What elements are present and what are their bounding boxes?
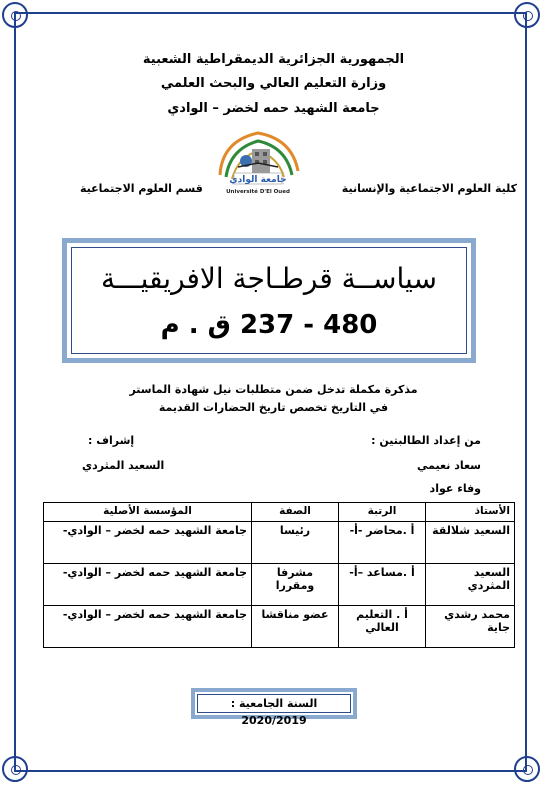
academic-year-box [191,688,357,727]
header-ministry: وزارة التعليم العالي والبحث العلمي [160,76,387,91]
logo-arabic-text: جامعة الوادي [229,175,287,185]
column-header-professor: الأستاذ [426,503,515,522]
supervisor-name: السعيد المثردي [82,459,165,472]
logo-latin-text: Université D'El Oued [226,189,290,195]
table-row [44,606,515,648]
thesis-title: سياســة قرطـاجة الافريقيـــة [101,262,437,295]
header-republic: الجمهورية الجزائرية الديمقراطية الشعبية [142,52,405,67]
table-row [44,522,515,564]
jury-professor: محمد رشدي جاية [426,606,515,648]
corner-ornament-top-left [2,2,28,28]
department-label: قسم العلوم الاجتماعية [80,182,203,195]
memo-specialty: في التاريخ تخصص تاريخ الحضارات القديمة [158,401,389,414]
corner-ornament-bottom-left [2,756,28,782]
title-box-inner [71,247,467,354]
jury-rank: أ .محاضر -أ- [339,522,426,564]
column-header-role: الصفة [252,503,339,522]
prepared-by-label: من إعداد الطالبتين : [371,434,481,447]
university-logo [212,127,304,199]
thesis-date-range: 480 - 237 ق . م [160,310,378,340]
jury-table [43,502,515,648]
title-box [62,238,476,363]
student-name: وفاء عواد [429,482,481,495]
memo-description: مذكرة مكملة تدخل ضمن متطلبات نيل شهادة الماستر [129,383,418,396]
supervision-label: إشراف : [88,434,135,447]
academic-year: السنة الجامعية : 2020/2019 [197,694,351,713]
student-name: سعاد نعيمي [417,459,481,472]
header-university: جامعة الشهيد حمه لخضر – الوادي [167,101,380,116]
jury-rank: أ .مساعد –أ- [339,564,426,606]
corner-ornament-bottom-right [514,756,540,782]
column-header-institution: المؤسسة الأصلية [44,503,252,522]
jury-role: رئيسا [252,522,339,564]
jury-professor: السعيد شلالقة [426,522,515,564]
column-header-rank: الرتبة [339,503,426,522]
jury-role: مشرفا ومقررا [252,564,339,606]
jury-table-header [44,503,515,522]
faculty-label: كلية العلوم الاجتماعية والإنسانية [341,182,517,195]
jury-professor: السعيد المثردي [426,564,515,606]
corner-ornament-top-right [514,2,540,28]
jury-institution: جامعة الشهيد حمه لخضر – الوادي- [44,564,252,606]
jury-rank: أ . التعليم العالي [339,606,426,648]
jury-institution: جامعة الشهيد حمه لخضر – الوادي- [44,606,252,648]
jury-role: عضو مناقشا [252,606,339,648]
table-row [44,564,515,606]
jury-institution: جامعة الشهيد حمه لخضر – الوادي- [44,522,252,564]
